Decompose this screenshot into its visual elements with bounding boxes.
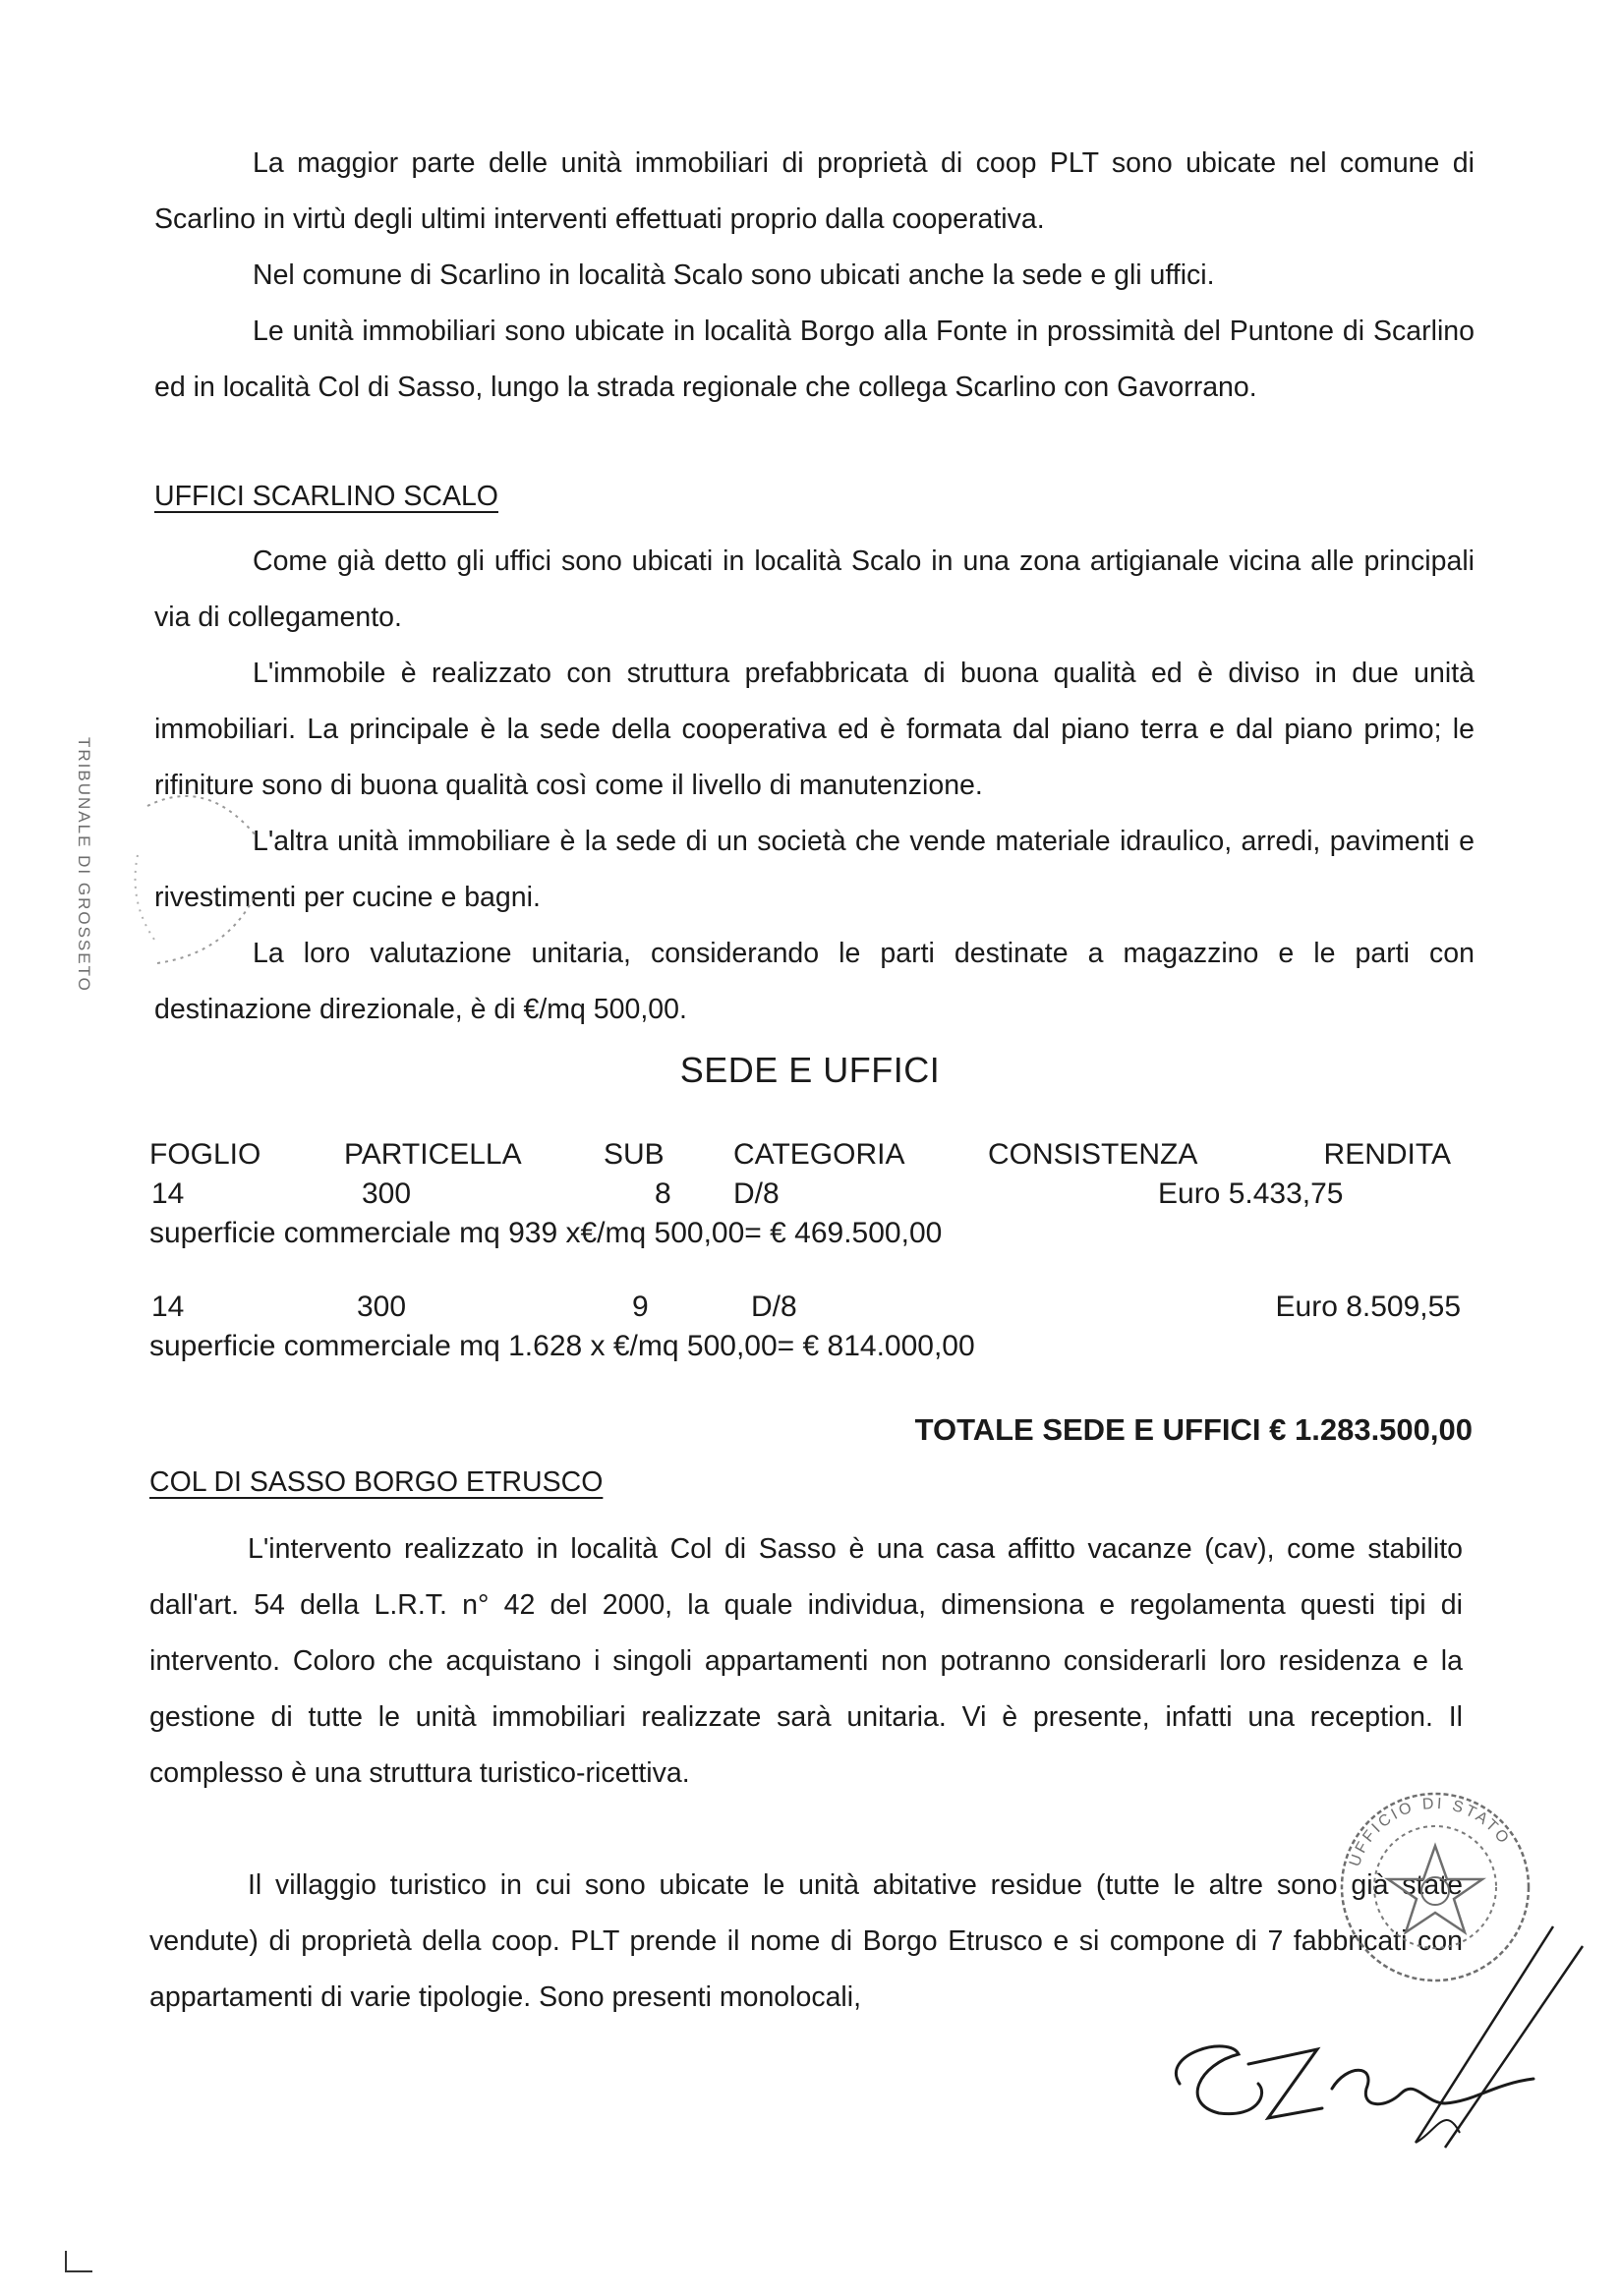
signature-icon: [1121, 1907, 1592, 2162]
paragraph-uffici-3: L'altra unità immobiliare è la sede di un società che vende materiale idraulico, arredi, pavimenti e rivestimenti per cucine e bagni.: [154, 826, 1475, 913]
seal-text: UFFICIO DI STATO: [1346, 1795, 1514, 1869]
margin-stamp-text: TRIBUNALE DI GROSSETO: [75, 737, 93, 993]
corner-mark: [65, 2251, 92, 2272]
header-consistenza: CONSISTENZA: [988, 1138, 1198, 1171]
table-row: [149, 1291, 1475, 1330]
paragraph-intro-1: La maggior parte delle unità immobiliari di proprietà di coop PLT sono ubicate nel comune di Scarlino in virtù degli ultimi interventi effettuati proprio dalla cooperativa.: [154, 147, 1475, 235]
faded-stamp-icon: [128, 776, 275, 983]
superficie-row-2: superficie commerciale mq 1.628 x €/mq 500,00= € 814.000,00: [149, 1330, 975, 1362]
cell-particella: 300: [362, 1177, 412, 1210]
cell-sub: 9: [632, 1291, 649, 1323]
cell-sub: 8: [655, 1177, 671, 1210]
paragraph-uffici-2: L'immobile è realizzato con struttura prefabbricata di buona qualità ed è diviso in due unità immobiliari. La principale è la sede della cooperativa ed è formata dal piano terra e dal piano primo; le rifiniture sono di buona qualità così come il livello di manutenzione.: [154, 658, 1475, 801]
header-particella: PARTICELLA: [344, 1138, 522, 1171]
header-categoria: CATEGORIA: [733, 1138, 905, 1171]
margin-stamp: [59, 727, 98, 1062]
table-header-row: [149, 1138, 1475, 1177]
paragraph-col-di-sasso-1: L'intervento realizzato in località Col di Sasso è una casa affitto vacanze (cav), come stabilito dall'art. 54 della L.R.T. n° 42 del 2000, la quale individua, dimensiona e regolamenta questi tipi di intervento. Coloro che acquistano i singoli appartamenti non potranno considerarli loro residenza e la gestione di tutte le unità immobiliari realizzate sarà unitaria. Vi è presente, infatti una reception. Il complesso è una struttura turistico-ricettiva.: [149, 1533, 1463, 1789]
paragraph-intro-2: Nel comune di Scarlino in località Scalo sono ubicati anche la sede e gli uffici.: [253, 259, 1215, 291]
heading-uffici-scarlino-scalo: UFFICI SCARLINO SCALO: [154, 481, 498, 512]
cell-categoria: D/8: [733, 1177, 780, 1210]
paragraph-uffici-4: La loro valutazione unitaria, considerando le parti destinate a magazzino e le parti con destinazione direzionale, è di €/mq 500,00.: [154, 938, 1475, 1025]
superficie-row-1: superficie commerciale mq 939 x€/mq 500,00= € 469.500,00: [149, 1217, 943, 1249]
table-row: [149, 1177, 1475, 1217]
header-foglio: FOGLIO: [149, 1138, 261, 1171]
heading-col-di-sasso: COL DI SASSO BORGO ETRUSCO: [149, 1466, 604, 1498]
total-sede-uffici: TOTALE SEDE E UFFICI € 1.283.500,00: [914, 1412, 1473, 1447]
cell-categoria: D/8: [751, 1291, 797, 1323]
cell-rendita: Euro 5.433,75: [1158, 1177, 1344, 1210]
header-sub: SUB: [604, 1138, 665, 1171]
cell-particella: 300: [357, 1291, 407, 1323]
cell-foglio: 14: [151, 1177, 185, 1210]
header-rendita: RENDITA: [1323, 1138, 1451, 1171]
paragraph-uffici-1: Come già detto gli uffici sono ubicati in località Scalo in una zona artigianale vicina alle principali via di collegamento.: [154, 545, 1475, 633]
cell-rendita: Euro 8.509,55: [1275, 1291, 1461, 1323]
cell-foglio: 14: [151, 1291, 185, 1323]
paragraph-col-di-sasso-2: Il villaggio turistico in cui sono ubicate le unità abitative residue (tutte le altre sono già state vendute) di proprietà della coop. PLT prende il nome di Borgo Etrusco e si compone di 7 fabbricati con appartamenti di varie tipologie. Sono presenti monolocali,: [149, 1869, 1463, 2013]
paragraph-intro-3: Le unità immobiliari sono ubicate in località Borgo alla Fonte in prossimità del Puntone di Scarlino ed in località Col di Sasso, lungo la strada regionale che collega Scarlino con Gavorrano.: [154, 316, 1475, 403]
section-title-sede-uffici: SEDE E UFFICI: [679, 1050, 941, 1090]
